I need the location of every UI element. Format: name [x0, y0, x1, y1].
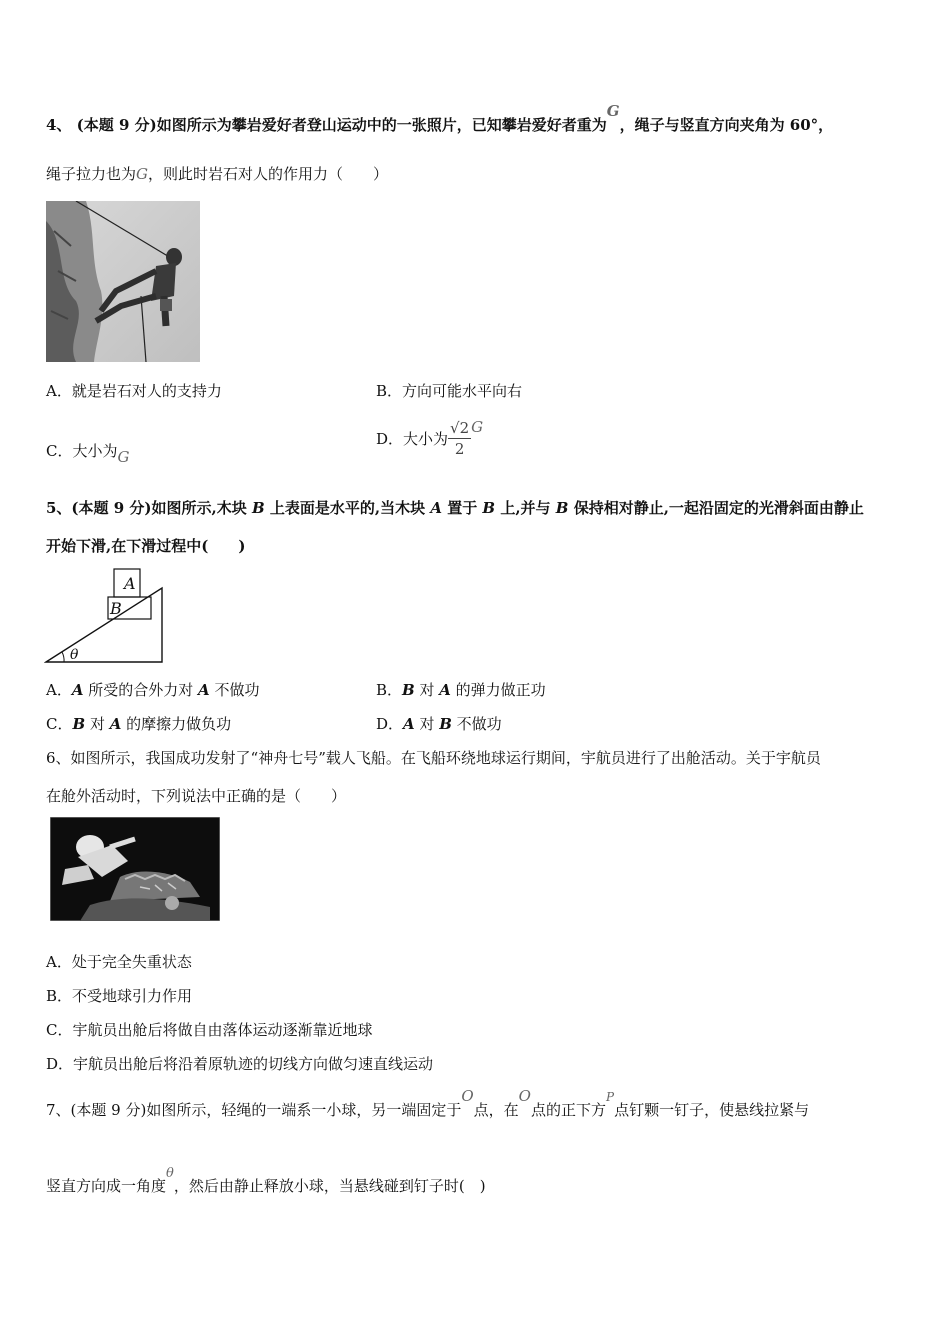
q5-text: 保持相对静止,一起沿固定的光滑斜面由静止	[568, 499, 864, 517]
label-B: B	[251, 499, 265, 517]
q4-text: 绳子拉力也为	[46, 165, 137, 183]
option-text: 的弹力做正功	[450, 681, 546, 699]
fig-label-B: B	[110, 599, 122, 618]
q4-option-c-label: C．大小为	[46, 442, 118, 460]
q6-option-d: D．宇航员出舱后将沿着原轨迹的切线方向做匀速直线运动	[46, 1055, 434, 1073]
label-A: A	[71, 681, 84, 699]
q5-line1	[46, 498, 864, 518]
option-text: 不做功	[209, 681, 260, 699]
label-B: B	[402, 681, 415, 699]
symbol-G: G	[136, 165, 148, 183]
option-text: 不做功	[451, 715, 502, 733]
q6-line2: 在舱外活动时，下列说法中正确的是（ ）	[46, 787, 347, 805]
q4-option-c	[46, 441, 130, 466]
option-text: 的摩擦力做负功	[121, 715, 232, 733]
label-A: A	[109, 715, 122, 733]
fraction-sqrt2-over-2	[448, 418, 471, 459]
label-A: A	[430, 499, 442, 517]
q5-text: 上表面是水平的,当木块	[264, 499, 431, 517]
symbol-O: O	[518, 1087, 531, 1105]
label-A: A	[439, 681, 451, 699]
option-text: 对	[414, 715, 440, 733]
q7-text: 点钉颗一钉子，使悬线拉紧与	[614, 1101, 810, 1119]
q5-line2: 开始下滑,在下滑过程中( )	[46, 537, 246, 555]
fig-label-theta: θ	[70, 647, 79, 663]
q5-option-a	[46, 680, 259, 700]
label-B: B	[439, 715, 452, 733]
label-B: B	[482, 499, 496, 517]
incline-blocks-diagram	[44, 566, 166, 664]
q5-option-c	[46, 714, 231, 734]
q4-option-d	[376, 418, 483, 459]
option-prefix: A．	[46, 681, 72, 699]
symbol-G: G	[606, 102, 620, 120]
option-prefix: C．	[46, 715, 73, 733]
q4-option-a: A．就是岩石对人的支持力	[46, 382, 222, 400]
q7-line1	[46, 1087, 810, 1121]
q5-text: 5、(本题 9 分)如图所示,木块	[46, 499, 252, 517]
q4-option-d-label: D．大小为	[376, 430, 449, 448]
symbol-G: G	[471, 417, 484, 436]
q7-text: 点的正下方	[530, 1101, 606, 1119]
fraction-denominator: 2	[454, 440, 465, 458]
option-text: 所受的合外力对	[83, 681, 199, 699]
symbol-theta: θ	[166, 1166, 174, 1181]
option-text: 对	[85, 715, 110, 733]
option-prefix: D．	[376, 715, 404, 733]
q4-line1	[46, 102, 834, 135]
q4-text: 4、 (本题 9 分)如图所示为攀岩爱好者登山运动中的一张照片，已知攀岩爱好者重为	[46, 116, 607, 134]
fig-label-A: A	[124, 574, 136, 593]
q6-option-a: A．处于完全失重状态	[46, 953, 192, 971]
q6-option-c: C．宇航员出舱后将做自由落体运动逐渐靠近地球	[46, 1021, 373, 1039]
label-A: A	[198, 681, 210, 699]
q4-text: ，则此时岩石对人的作用力（ ）	[148, 165, 389, 183]
symbol-P: P	[606, 1090, 615, 1104]
option-prefix: B．	[376, 681, 403, 699]
q6-line1: 6、如图所示，我国成功发射了“神舟七号”载人飞船。在飞船环绕地球运行期间，宇航员进行了出舱活动。关于宇航员	[46, 749, 821, 767]
q4-text: ，绳子与竖直方向夹角为 60°，	[619, 116, 834, 134]
q5-text: 上,并与	[495, 499, 556, 517]
label-A: A	[403, 715, 415, 733]
rock-climber-photo	[46, 201, 200, 362]
symbol-G: G	[117, 448, 130, 466]
q7-line2	[46, 1166, 486, 1198]
symbol-O: O	[461, 1087, 474, 1105]
q5-option-b	[376, 680, 546, 700]
q4-line2	[46, 164, 388, 184]
q5-text: 置于	[441, 499, 483, 517]
option-text: 对	[414, 681, 440, 699]
q7-text: ，然后由静止释放小球，当悬线碰到钉子时( )	[173, 1177, 486, 1195]
q6-option-b: B．不受地球引力作用	[46, 987, 193, 1005]
label-B: B	[72, 715, 86, 733]
q7-text: 7、(本题 9 分)如图所示，轻绳的一端系一小球，另一端固定于	[46, 1101, 462, 1119]
q7-text: 竖直方向成一角度	[46, 1177, 167, 1195]
fraction-numerator: √2	[450, 419, 470, 437]
q4-option-b: B．方向可能水平向右	[376, 382, 523, 400]
q7-text: 点，在	[473, 1101, 519, 1119]
q5-option-d	[376, 714, 502, 734]
label-B: B	[555, 499, 569, 517]
astronaut-spacewalk-photo	[50, 817, 220, 921]
